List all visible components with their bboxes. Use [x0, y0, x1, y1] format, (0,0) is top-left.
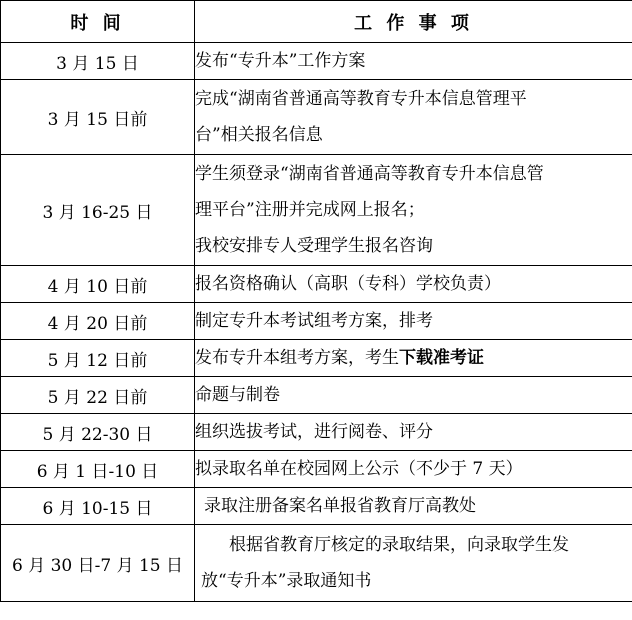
table-row — [1, 488, 632, 525]
row-time: 6 月 10-15 日 — [1, 488, 195, 525]
row-time: 4 月 10 日前 — [1, 266, 195, 303]
row-task — [195, 414, 632, 451]
row-task — [195, 488, 632, 525]
table-row — [1, 340, 632, 377]
task-line: 放“专升本”录取通知书 — [201, 571, 372, 591]
table-row — [1, 414, 632, 451]
row-time: 3 月 15 日前 — [1, 80, 195, 155]
row-task — [195, 43, 632, 80]
task-line — [195, 340, 632, 376]
table-row — [1, 80, 632, 155]
task-line: 录取注册备案名单报省教育厅高教处 — [204, 496, 476, 516]
task-line: 学生须登录“湖南省普通高等教育专升本信息管 — [195, 164, 544, 184]
row-time: 3 月 16-25 日 — [1, 155, 195, 266]
row-time: 5 月 12 日前 — [1, 340, 195, 377]
row-time: 4 月 20 日前 — [1, 303, 195, 340]
row-task — [195, 266, 632, 303]
task-line: 报名资格确认（高职（专科）学校负责） — [195, 274, 501, 294]
task-line: 组织选拔考试，进行阅卷、评分 — [195, 422, 433, 442]
task-line: 我校安排专人受理学生报名咨询 — [195, 236, 433, 256]
table-row — [1, 266, 632, 303]
row-task — [195, 155, 632, 266]
task-line: 发布“专升本”工作方案 — [195, 51, 366, 71]
row-task — [195, 340, 632, 377]
row-task — [195, 451, 632, 488]
table-row — [1, 155, 632, 266]
row-task — [195, 80, 632, 155]
table-row — [1, 451, 632, 488]
row-time: 5 月 22 日前 — [1, 377, 195, 414]
column-header-task: 工 作 事 项 — [195, 1, 632, 43]
task-line: 拟录取名单在校园网上公示（不少于 7 天） — [195, 459, 523, 479]
task-line: 完成“湖南省普通高等教育专升本信息管理平 — [195, 89, 527, 109]
task-line: 台”相关报名信息 — [195, 125, 323, 145]
row-time: 6 月 1 日-10 日 — [1, 451, 195, 488]
task-text: 发布专升本组考方案，考生 — [195, 348, 399, 368]
task-line: 制定专升本考试组考方案，排考 — [195, 311, 433, 331]
task-line: 理平台”注册并完成网上报名； — [195, 200, 425, 220]
table-row — [1, 43, 632, 80]
task-line: 根据省教育厅核定的录取结果，向录取学生发 — [229, 535, 569, 555]
table-row — [1, 303, 632, 340]
table-row — [1, 525, 632, 602]
row-time: 5 月 22-30 日 — [1, 414, 195, 451]
row-time: 6 月 30 日-7 月 15 日 — [1, 525, 195, 602]
task-text-bold: 下载准考证 — [399, 348, 484, 368]
row-task — [195, 377, 632, 414]
row-task — [195, 525, 632, 602]
row-task — [195, 303, 632, 340]
table-header-row — [1, 1, 632, 43]
row-time: 3 月 15 日 — [1, 43, 195, 80]
table-row — [1, 377, 632, 414]
task-line: 命题与制卷 — [195, 385, 280, 405]
column-header-time: 时 间 — [1, 1, 195, 43]
